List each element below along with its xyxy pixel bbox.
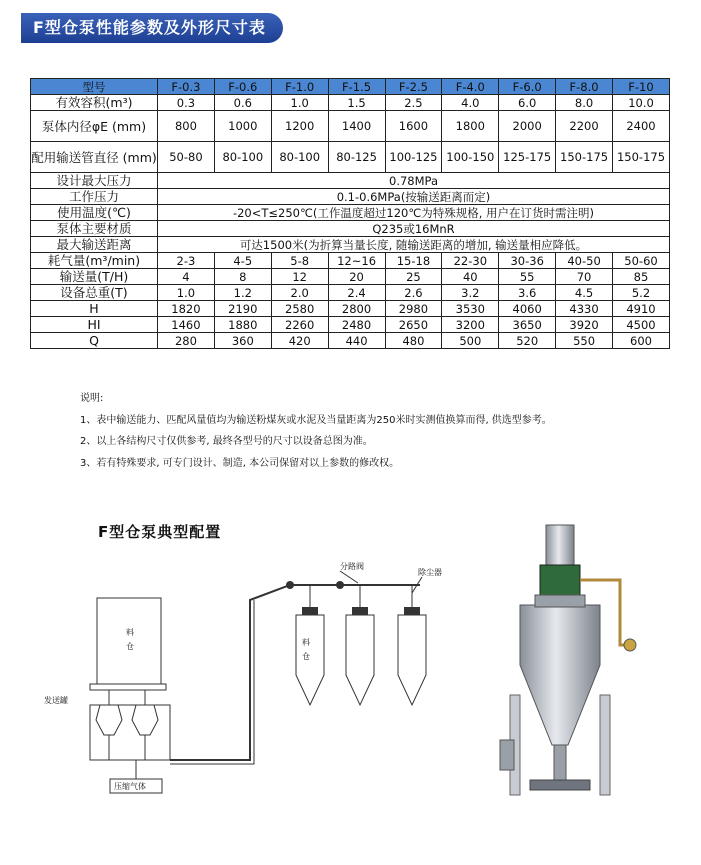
section-title-banner	[21, 13, 283, 43]
table-cell: 420	[271, 333, 328, 349]
table-cell: 4.5	[556, 285, 613, 301]
table-cell: 2-3	[158, 253, 215, 269]
table-cell: 2000	[499, 111, 556, 142]
table-cell: 4910	[613, 301, 670, 317]
table-cell: 0.6	[214, 95, 271, 111]
table-cell: 20	[328, 269, 385, 285]
table-row	[31, 205, 670, 221]
table-cell: 2580	[271, 301, 328, 317]
pump-right	[132, 705, 158, 735]
table-cell: 25	[385, 269, 442, 285]
table-cell: 1000	[214, 111, 271, 142]
table-cell: 2650	[385, 317, 442, 333]
row-label: 设计最大压力	[31, 173, 158, 189]
table-cell: 2190	[214, 301, 271, 317]
row-label: 耗气量(m³/min)	[31, 253, 158, 269]
table-row	[31, 317, 670, 333]
table-cell: 40-50	[556, 253, 613, 269]
valve-label: 分路阀	[340, 562, 364, 571]
row-label: H	[31, 301, 158, 317]
table-row	[31, 237, 670, 253]
table-cell: 1.0	[271, 95, 328, 111]
table-cell: 12	[271, 269, 328, 285]
bin-label: 仓	[302, 652, 310, 661]
row-span-value: 可达1500米(为折算当量长度, 随输送距离的增加, 输送量相应降低。	[158, 237, 670, 253]
row-label: 使用温度(℃)	[31, 205, 158, 221]
table-cell: 40	[442, 269, 499, 285]
table-cell: 80-125	[328, 142, 385, 173]
row-label: 泵体内径φE (mm)	[31, 111, 158, 142]
table-cell: 440	[328, 333, 385, 349]
table-cell: 3920	[556, 317, 613, 333]
table-row	[31, 301, 670, 317]
table-cell: 85	[613, 269, 670, 285]
row-label: HI	[31, 317, 158, 333]
table-row	[31, 285, 670, 301]
row-label: 工作压力	[31, 189, 158, 205]
table-cell: 8	[214, 269, 271, 285]
row-label: 有效容积(m³)	[31, 95, 158, 111]
section-title: F型仓泵性能参数及外形尺寸表	[33, 18, 266, 37]
table-cell: 1.5	[328, 95, 385, 111]
table-cell: 4330	[556, 301, 613, 317]
receiving-bins	[296, 585, 426, 705]
model-header: F-6.0	[499, 79, 556, 95]
table-cell: 8.0	[556, 95, 613, 111]
equipment-photo	[480, 515, 660, 815]
table-cell: 30-36	[499, 253, 556, 269]
table-cell: 1880	[214, 317, 271, 333]
model-header: F-10	[613, 79, 670, 95]
note-item: 1、表中输送能力、匹配风量值均为输送粉煤灰或水泥及当量距离为250米时实测值换算而得, 供选型参考。	[80, 414, 552, 426]
table-cell: 2800	[328, 301, 385, 317]
header-label: 型号	[31, 79, 158, 95]
table-cell: 150-175	[556, 142, 613, 173]
table-cell: 80-100	[271, 142, 328, 173]
table-row	[31, 95, 670, 111]
table-cell: 22-30	[442, 253, 499, 269]
table-cell: 2980	[385, 301, 442, 317]
table-cell: 1400	[328, 111, 385, 142]
table-cell: 1.0	[158, 285, 215, 301]
row-label: 设备总重(T)	[31, 285, 158, 301]
table-cell: 15-18	[385, 253, 442, 269]
table-header-row	[31, 79, 670, 95]
table-cell: 150-175	[613, 142, 670, 173]
table-cell: 2260	[271, 317, 328, 333]
table-cell: 3200	[442, 317, 499, 333]
table-cell: 100-125	[385, 142, 442, 173]
table-cell: 2.4	[328, 285, 385, 301]
model-header: F-2.5	[385, 79, 442, 95]
row-span-value: 0.78MPa	[158, 173, 670, 189]
table-cell: 0.3	[158, 95, 215, 111]
row-label: 配用输送管直径 (mm)	[31, 142, 158, 173]
table-cell: 500	[442, 333, 499, 349]
table-cell: 4500	[613, 317, 670, 333]
table-cell: 1200	[271, 111, 328, 142]
row-label: 泵体主要材质	[31, 221, 158, 237]
note-item: 3、若有特殊要求, 可专门设计、制造, 本公司保留对以上参数的修改权。	[80, 457, 400, 469]
table-cell: 360	[214, 333, 271, 349]
model-header: F-1.0	[271, 79, 328, 95]
table-cell: 50-80	[158, 142, 215, 173]
silo-shape	[97, 598, 161, 684]
pump-left	[96, 705, 122, 735]
table-cell: 2480	[328, 317, 385, 333]
notes-title: 说明:	[80, 393, 104, 404]
table-cell: 1800	[442, 111, 499, 142]
table-cell: 50-60	[613, 253, 670, 269]
table-cell: 3.2	[442, 285, 499, 301]
table-row	[31, 253, 670, 269]
table-cell: 550	[556, 333, 613, 349]
pump-label: 发送罐	[44, 696, 68, 705]
table-cell: 2400	[613, 111, 670, 142]
table-cell: 3650	[499, 317, 556, 333]
row-label: 输送量(T/H)	[31, 269, 158, 285]
table-cell: 5.2	[613, 285, 670, 301]
table-cell: 4060	[499, 301, 556, 317]
row-span-value: -20<T≤250℃(工作温度超过120℃为特殊规格, 用户在订货时需注明)	[158, 205, 670, 221]
table-cell: 5-8	[271, 253, 328, 269]
table-cell: 800	[158, 111, 215, 142]
table-cell: 600	[613, 333, 670, 349]
note-item: 2、以上各结构尺寸仅供参考, 最终各型号的尺寸以设备总图为准。	[80, 436, 373, 447]
table-cell: 55	[499, 269, 556, 285]
table-cell: 4.0	[442, 95, 499, 111]
model-header: F-0.6	[214, 79, 271, 95]
feed-manifold	[90, 684, 166, 690]
table-cell: 3530	[442, 301, 499, 317]
silo-label: 仓	[126, 642, 134, 651]
silo-label: 料	[126, 628, 134, 637]
dust-collector-label: 除尘器	[418, 568, 442, 577]
configuration-diagram	[40, 555, 460, 805]
model-header: F-4.0	[442, 79, 499, 95]
air-label: 压缩气体	[114, 782, 146, 791]
table-row	[31, 221, 670, 237]
table-cell: 480	[385, 333, 442, 349]
row-label: 最大输送距离	[31, 237, 158, 253]
configuration-title: F型仓泵典型配置	[98, 523, 222, 541]
table-cell: 1460	[158, 317, 215, 333]
table-cell: 520	[499, 333, 556, 349]
table-cell: 2200	[556, 111, 613, 142]
table-row	[31, 142, 670, 173]
spec-table	[30, 78, 670, 349]
table-cell: 3.6	[499, 285, 556, 301]
row-label: Q	[31, 333, 158, 349]
table-cell: 4	[158, 269, 215, 285]
table-row	[31, 111, 670, 142]
notes	[80, 388, 552, 474]
table-cell: 2.5	[385, 95, 442, 111]
bin-label: 料	[302, 638, 310, 647]
table-cell: 280	[158, 333, 215, 349]
table-cell: 2.6	[385, 285, 442, 301]
model-header: F-0.3	[158, 79, 215, 95]
model-header: F-1.5	[328, 79, 385, 95]
table-cell: 1.2	[214, 285, 271, 301]
row-span-value: 0.1-0.6MPa(按输送距离而定)	[158, 189, 670, 205]
table-cell: 4-5	[214, 253, 271, 269]
table-cell: 80-100	[214, 142, 271, 173]
table-row	[31, 333, 670, 349]
model-header: F-8.0	[556, 79, 613, 95]
table-cell: 1600	[385, 111, 442, 142]
table-cell: 1820	[158, 301, 215, 317]
table-row	[31, 173, 670, 189]
table-row	[31, 269, 670, 285]
table-cell: 12~16	[328, 253, 385, 269]
table-row	[31, 189, 670, 205]
table-cell: 6.0	[499, 95, 556, 111]
row-span-value: Q235或16MnR	[158, 221, 670, 237]
table-cell: 70	[556, 269, 613, 285]
table-cell: 125-175	[499, 142, 556, 173]
table-cell: 10.0	[613, 95, 670, 111]
table-cell: 100-150	[442, 142, 499, 173]
table-cell: 2.0	[271, 285, 328, 301]
